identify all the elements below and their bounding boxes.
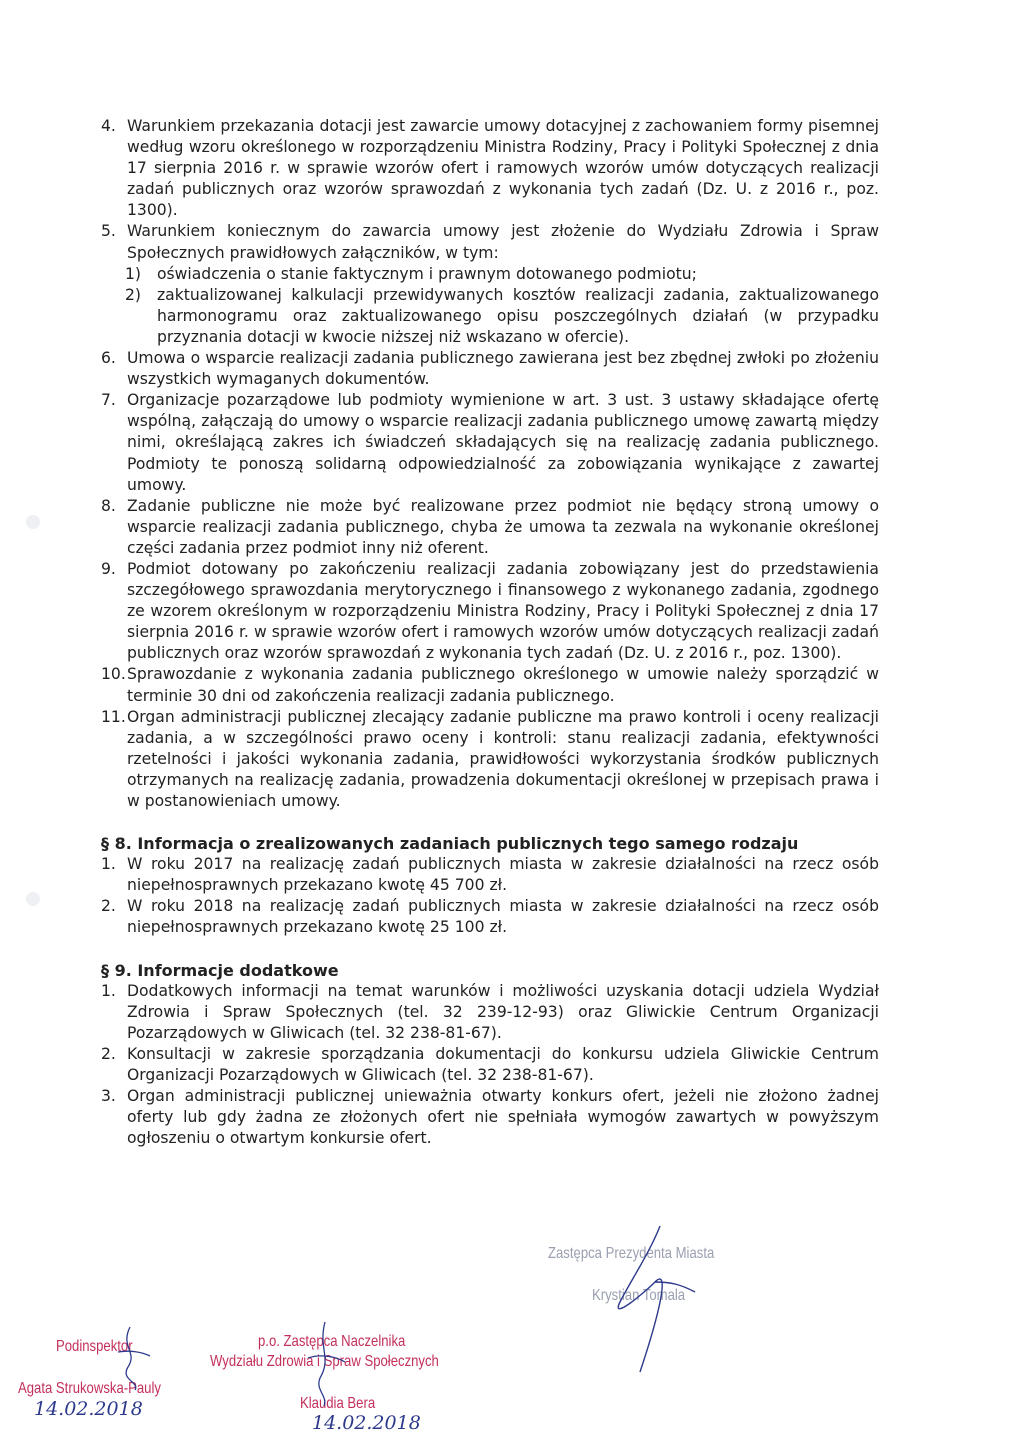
item-text: Konsultacji w zakresie sporządzania dokumentacji do konkursu udziela Gliwickie Centrum Organizacji Pozarządowych w Gliwicach (tel. 32 238-81-67). [127,1044,879,1085]
section-9-item-2 [101,1044,879,1086]
item-number: 10. [101,665,126,684]
section-8-item-1 [101,854,879,896]
deputy-mayor-stamp-name: Krystian Tomala [592,1287,686,1304]
item-number: 3. [101,1087,116,1106]
handwritten-date-mid: 14.02.2018 [312,1412,421,1434]
head-stamp-name: Klaudia Bera [300,1395,376,1412]
head-stamp-line2: Wydziału Zdrowia i Spraw Społecznych [210,1353,439,1370]
inspector-stamp-title: Podinspektor [56,1338,133,1355]
item-number: 4. [101,117,116,135]
item-text: Podmiot dotowany po zakończeniu realizacji zadania zobowiązany jest do przedstawienia szczegółowego sprawozdania merytorycznego i finansowego z wykonanego zadania, zgodnego ze wzorem określonym w rozporządzeniu Ministra Rodziny, Pracy i Polityki Społecznej z dnia 17 sierpnia 2016 r. w sprawie wzorów ofert i ramowych wzorów umów dotyczących realizacji zadań publicznych oraz wzorów sprawozdań z wykonania tych zadań (Dz. U. z 2016 r., poz. 1300). [127,559,879,663]
item-number: 2. [101,897,116,916]
section-8-item-2 [101,896,879,938]
sub-item-text: oświadczenia o stanie faktycznym i prawnym dotowanego podmiotu; [157,264,697,283]
section-9-item-3 [101,1086,879,1149]
list-item-5 [101,221,879,263]
list-item-11 [101,707,879,812]
sub-item-number: 1) [125,264,142,283]
punch-hole-bottom [26,892,40,906]
section-9 [101,960,879,1150]
item-number: 2. [101,1044,116,1063]
deputy-mayor-stamp-title: Zastępca Prezydenta Miasta [548,1245,715,1262]
item-text: Organ administracji publicznej zlecający zadanie publiczne ma prawo kontroli i oceny realizacji zadania, a w szczególności prawo oceny i kontroli: stanu realizacji zadania, efektywności rzetelności i jakości wykonania zadania, prawidłowości wykorzystania środków publicznych otrzymanych na realizację zadania, prowadzenia dokumentacji określonej w przepisach prawa i w postanowieniach umowy. [127,707,879,810]
item-number: 1. [101,855,116,874]
item-number: 6. [101,349,116,368]
sub-item-2 [101,285,879,348]
inspector-stamp-name: Agata Strukowska-Pauly [18,1380,161,1397]
item-number: 1. [101,981,116,1000]
list-item-10 [101,664,879,706]
list-item-4 [101,116,879,221]
sub-item-1 [101,264,879,285]
item-number: 8. [101,496,116,515]
deputy-mayor-signature [600,1222,710,1382]
item-text: Zadanie publiczne nie może być realizowane przez podmiot nie będący stroną umowy o wsparcie realizacji zadania publicznego, chyba że umowa ta zezwala na wykonanie określonej części zadania przez podmiot inny niż oferent. [127,496,879,557]
section-title: § 8. Informacja o zrealizowanych zadaniach publicznych tego samego rodzaju [101,834,799,854]
item-text: Sprawozdanie z wykonania zadania publicznego określonego w umowie należy sporządzić w terminie 30 dni od zakończenia realizacji zadania publicznego. [127,665,879,705]
section-9-item-1 [101,981,879,1044]
head-stamp-line1: p.o. Zastępca Naczelnika [258,1333,406,1350]
list-item-8 [101,496,879,559]
list-item-6 [101,348,879,390]
item-text: Umowa o wsparcie realizacji zadania publicznego zawierana jest bez zbędnej zwłoki po złożeniu wszystkich wymaganych dokumentów. [127,349,879,389]
punch-hole-top [26,515,40,529]
document-body [101,116,879,1149]
item-text: W roku 2018 na realizację zadań publicznych miasta w zakresie działalności na rzecz osób niepełnosprawnych przekazano kwotę 25 100 zł. [127,897,879,937]
item-number: 7. [101,391,116,410]
item-number: 5. [101,222,116,241]
handwritten-date-left: 14.02.2018 [34,1398,143,1420]
section-8 [101,833,879,938]
sub-item-text: zaktualizowanej kalkulacji przewidywanych kosztów realizacji zadania, zaktualizowanego harmonogramu oraz zaktualizowanego opisu poszczególnych działań (w przypadku przyznania dotacji w kwocie niższej niż wskazano w ofercie). [157,285,879,346]
inspector-signature [100,1322,160,1392]
item-text: Organ administracji publicznej unieważnia otwarty konkurs ofert, jeżeli nie złożono żadnej oferty lub gdy żadna ze złożonych ofert nie spełniała wymogów zawartych w powyższym ogłoszeniu o otwartym konkursie ofert. [127,1087,879,1148]
item-number: 9. [101,559,116,578]
sub-item-number: 2) [125,285,142,304]
item-text: W roku 2017 na realizację zadań publicznych miasta w zakresie działalności na rzecz osób niepełnosprawnych przekazano kwotę 45 700 zł. [127,855,879,895]
list-item-9 [101,559,879,664]
item-text: Organizacje pozarządowe lub podmioty wymienione w art. 3 ust. 3 ustawy składające ofertę wspólną, załączają do umowy o wsparcie realizacji zadania publicznego umowę zawartą między nimi, określającą zakres ich świadczeń składających się na realizację zadania publicznego. Podmioty te ponoszą solidarną odpowiedzialność za zobowiązania wynikające z zawartej umowy. [127,391,879,494]
list-item-7 [101,390,879,495]
item-text: Dodatkowych informacji na temat warunków i możliwości uzyskania dotacji udziela Wydział Zdrowia i Spraw Społecznych (tel. 32 239-12-93) oraz Gliwickie Centrum Organizacji Pozarządowych w Gliwicach (tel. 32 238-81-67). [127,981,879,1042]
head-signature [290,1318,360,1408]
item-text: Warunkiem koniecznym do zawarcia umowy jest złożenie do Wydziału Zdrowia i Spraw Społecznych prawidłowych załączników, w tym: [127,222,879,262]
section-title: § 9. Informacje dodatkowe [101,960,339,980]
item-number: 11. [101,707,126,726]
item-text: Warunkiem przekazania dotacji jest zawarcie umowy dotacyjnej z zachowaniem formy pisemnej według wzoru określonego w rozporządzeniu Ministra Rodziny, Pracy i Polityki Społecznej z dnia 17 sierpnia 2016 r. w sprawie wzorów ofert i ramowych wzorów umów dotyczących realizacji zadań publicznych oraz wzorów sprawozdań z wykonania tych zadań (Dz. U. z 2016 r., poz. 1300). [127,117,879,220]
